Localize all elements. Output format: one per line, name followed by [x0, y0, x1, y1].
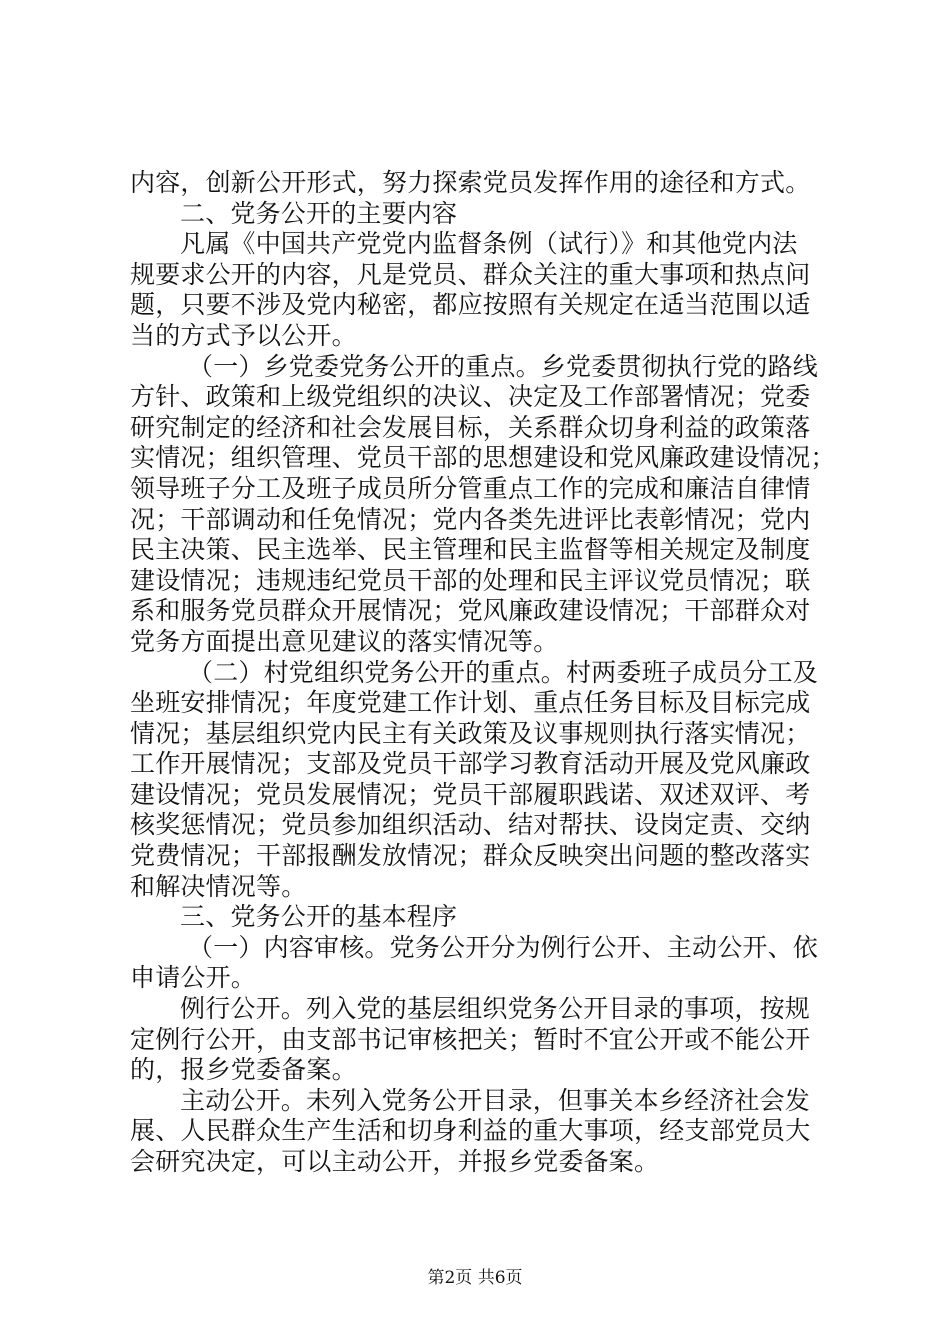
text-line: （一）乡党委党务公开的重点。乡党委贯彻执行党的路线 [188, 351, 819, 381]
text-line: 情况；基层组织党内民主有关政策及议事规则执行落实情况； [130, 718, 811, 748]
text-line: 定例行公开，由支部书记审核把关；暂时不宜公开或不能公开 [130, 1024, 811, 1054]
text-line: 领导班子分工及班子成员所分管重点工作的完成和廉洁自律情 [130, 473, 811, 503]
text-line: 例行公开。列入党的基层组织党务公开目录的事项，按规 [180, 994, 811, 1024]
text-line: （一）内容审核。党务公开分为例行公开、主动公开、依 [188, 932, 819, 962]
text-line: 规要求公开的内容，凡是党员、群众关注的重大事项和热点问 [130, 259, 811, 289]
text-line: 申请公开。 [130, 963, 257, 993]
text-line: 党务方面提出意见建议的落实情况等。 [130, 626, 559, 656]
text-line: 建设情况；违规违纪党员干部的处理和民主评议党员情况；联 [130, 565, 811, 595]
text-line: 研究制定的经济和社会发展目标，关系群众切身利益的政策落 [130, 412, 811, 442]
text-line: 核奖惩情况；党员参加组织活动、结对帮扶、设岗定责、交纳 [130, 810, 811, 840]
text-line: 主动公开。未列入党务公开目录，但事关本乡经济社会发 [180, 1085, 811, 1115]
document-body [130, 168, 842, 1178]
text-line: 况；干部调动和任免情况；党内各类先进评比表彰情况；党内 [130, 504, 811, 534]
text-line: 的，报乡党委备案。 [130, 1055, 357, 1085]
text-line: 党费情况；干部报酬发放情况；群众反映突出问题的整改落实 [130, 841, 811, 871]
text-line: 建设情况；党员发展情况；党员干部履职践诺、双述双评、考 [130, 779, 811, 809]
text-line: 会研究决定，可以主动公开，并报乡党委备案。 [130, 1147, 660, 1176]
text-line: 坐班安排情况；年度党建工作计划、重点任务目标及目标完成 [130, 688, 811, 718]
text-line: 当的方式予以公开。 [130, 320, 357, 350]
text-line: 凡属《中国共产党党内监督条例（试行）》和其他党内法 [180, 229, 798, 259]
text-line: 题，只要不涉及党内秘密，都应按照有关规定在适当范围以适 [130, 290, 811, 320]
text-line: 工作开展情况；支部及党员干部学习教育活动开展及党风廉政 [130, 749, 811, 779]
text-line: （二）村党组织党务公开的重点。村两委班子成员分工及 [188, 657, 819, 687]
text-line: 和解决情况等。 [130, 871, 307, 901]
section-heading: 三、党务公开的基本程序 [180, 902, 458, 932]
text-line: 系和服务党员群众开展情况；党风廉政建设情况；干部群众对 [130, 596, 811, 626]
text-line: 内容，创新公开形式，努力探索党员发挥作用的途径和方式。 [130, 168, 811, 197]
text-line: 展、人民群众生产生活和切身利益的重大事项，经支部党员大 [130, 1116, 811, 1146]
text-line: 实情况；组织管理、党员干部的思想建设和党风廉政建设情况； [130, 443, 836, 473]
text-line: 方针、政策和上级党组织的决议、决定及工作部署情况；党委 [130, 382, 811, 412]
page-number-footer: 第2页 共6页 [427, 1268, 523, 1288]
section-heading: 二、党务公开的主要内容 [180, 198, 458, 228]
text-line: 民主决策、民主选举、民主管理和民主监督等相关规定及制度 [130, 535, 811, 565]
